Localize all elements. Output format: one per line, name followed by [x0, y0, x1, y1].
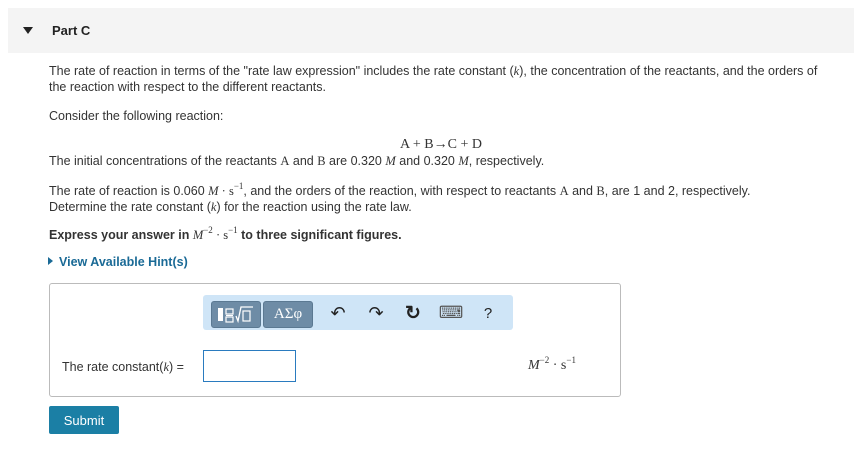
- templates-button[interactable]: [211, 301, 261, 328]
- undo-icon[interactable]: ↶: [330, 302, 346, 323]
- answer-units: $M^{-2} \cdot s^{-1}$: [528, 355, 576, 373]
- initial-concentrations-text: The initial concentrations of the reactants A and B are 0.320 M and 0.320 M, respectively.: [49, 154, 545, 168]
- rate-constant-input[interactable]: [203, 350, 296, 382]
- rate-text-line-1: The rate of reaction is 0.060 $M \cdot s^{-1}$, and the orders of the reaction, with respect to reactants A and B, are 1 and 2, respectively.: [49, 181, 751, 198]
- rate-text-line-2: Determine the rate constant (k) for the reaction using the rate law.: [49, 200, 412, 214]
- consider-text: Consider the following reaction:: [49, 109, 224, 123]
- greek-symbols-button[interactable]: ΑΣφ: [263, 301, 313, 328]
- help-icon[interactable]: ?: [483, 304, 493, 322]
- express-instruction: Express your answer in $M^{-2} \cdot s^{-1}$ to three significant figures.: [49, 225, 402, 242]
- intro-line-1: The rate of reaction in terms of the "rate law expression" includes the rate constant (k), the concentration of the reactants, and the orders of: [49, 64, 818, 78]
- answer-label: The rate constant(k) =: [62, 360, 184, 374]
- part-header[interactable]: [8, 8, 854, 53]
- keyboard-icon[interactable]: ⌨: [438, 303, 464, 322]
- part-title: Part C: [52, 23, 91, 38]
- answer-box: [49, 283, 621, 397]
- submit-button[interactable]: Submit: [49, 406, 119, 434]
- view-hints-link[interactable]: View Available Hint(s): [48, 255, 188, 269]
- reaction-equation: A + B→C + D: [400, 137, 482, 152]
- expand-arrow-icon: [48, 257, 53, 265]
- reset-icon[interactable]: ↻: [405, 302, 421, 324]
- templates-icon: [216, 305, 256, 324]
- collapse-triangle-icon[interactable]: [23, 27, 33, 34]
- intro-line-2: the reaction with respect to the different reactants.: [49, 80, 327, 94]
- math-toolbar: [203, 295, 513, 330]
- redo-icon[interactable]: ↷: [368, 302, 384, 323]
